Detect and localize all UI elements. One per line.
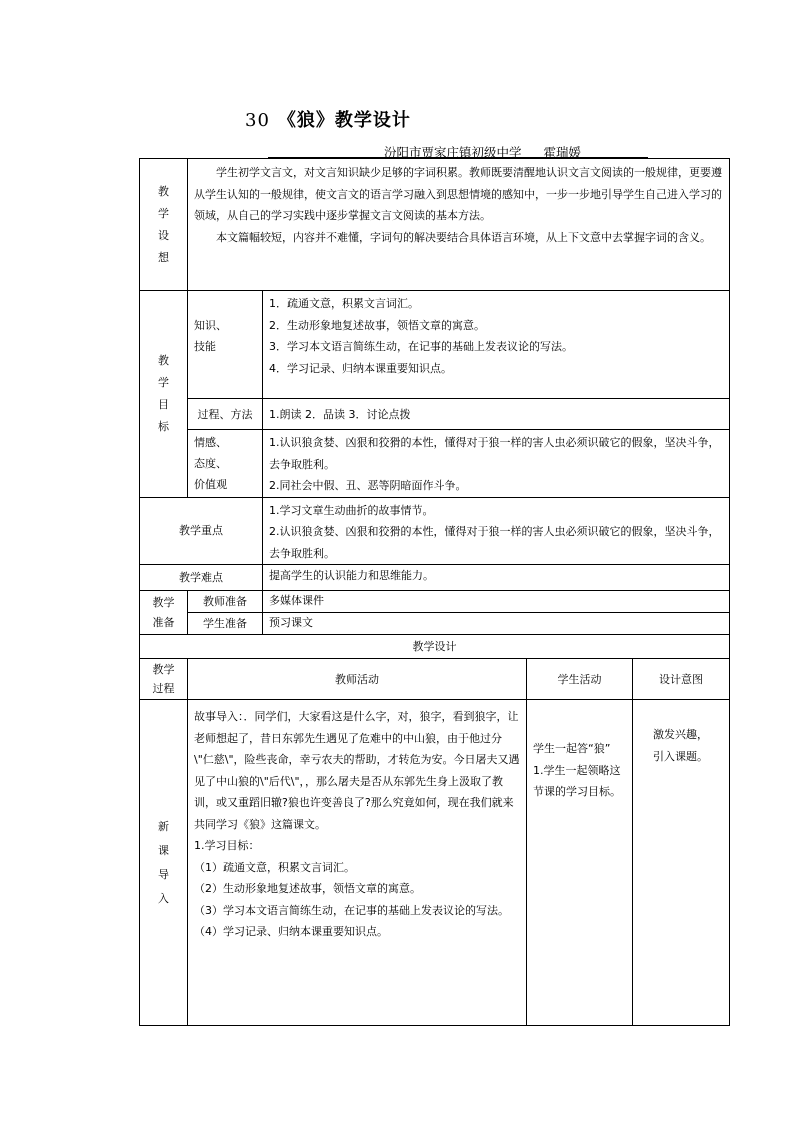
- objectives-label: 教 学 目 标: [140, 291, 188, 498]
- knowledge-skills-label: 知识、 技能: [188, 291, 263, 399]
- preparation-label: 教学 准备: [140, 591, 188, 635]
- student-prep-label: 学生准备: [188, 613, 263, 635]
- design-intent-header: 设计意图: [633, 659, 730, 700]
- difficulty-label: 教学难点: [140, 565, 263, 591]
- intro-student-activity: 学生一起答“狼” 1.学生一起领略这节课的学习目标。: [527, 700, 633, 1026]
- knowledge-skills-items: 1．疏通文意，积累文言词汇。 2．生动形象地复述故事，领悟文章的寓意。 3．学习本文语言简练生动，在记事的基础上发表议论的写法。 4．学习记录、归纳本课重要知识点。: [263, 291, 730, 399]
- key-points-items: 1.学习文章生动曲折的故事情节。 2.认识狼贪婪、凶狠和狡猾的本性，懂得对于狼一样的害人虫必须识破它的假象，坚决斗争，去争取胜利。: [263, 497, 730, 565]
- lesson-plan-table: [139, 158, 730, 1026]
- lesson-number: 30: [245, 110, 270, 131]
- process-method-text: 1.朗读 2．品读 3．讨论点拨: [263, 399, 730, 430]
- lesson-title: 《狼》教学设计: [277, 110, 411, 131]
- process-method-label: 过程、方法: [188, 399, 263, 430]
- key-points-label: 教学重点: [140, 497, 263, 565]
- design-section-header: 教学设计: [140, 635, 730, 659]
- intro-teacher-activity: 故事导入：．同学们，大家看这是什么字，对，狼字，看到狼字，让老师想起了，昔日东郭先生遇见了危难中的中山狼，由于他过分\"仁慈\"，险些丧命，幸亏农夫的帮助，才转危为安。今日屠夫又遇见了中山狼的\"后代\"，，那么屠夫是否从东郭先生身上汲取了教训，或又重蹈旧辙?狼也许变善良了?那么究竟如何，现在我们就来共同学习《狼》这篇课文。 1.学习目标： （1）疏通文意，积累文言词汇。 （2）生动形象地复述故事，领悟文章的寓意。 （3）学习本文语言简练生动，在记事的基础上发表议论的写法。 （4）学习记录、归纳本课重要知识点。: [188, 700, 527, 1026]
- page-title: [245, 106, 411, 132]
- teacher-name: 霍瑞媛: [543, 145, 582, 160]
- emotion-items: 1.认识狼贪婪、凶狠和狡猾的本性，懂得对于狼一样的害人虫必须识破它的假象，坚决斗争，去争取胜利。 2.同社会中假、丑、恶等阴暗面作斗争。: [263, 430, 730, 498]
- design-idea-text: 学生初学文言文，对文言知识缺少足够的字词积累。教师既要清醒地认识文言文阅读的一般规律，更要遵从学生认知的一般规律，使文言文的语言学习融入到思想情境的感知中，一步一步地引导学生自己进入学习的领域，从自己的学习实践中逐步掌握文言文阅读的基本方法。 本文篇幅较短，内容并不难懂，字词句的解决要结合具体语言环境，从上下文意中去掌握字词的含义。: [188, 159, 730, 291]
- student-activity-header: 学生活动: [527, 659, 633, 700]
- intro-design-intent: 激发兴趣， 引入课题。: [633, 700, 730, 1026]
- teacher-prep-label: 教师准备: [188, 591, 263, 613]
- intro-label: 新 课 导 入: [140, 700, 188, 1026]
- student-prep-value: 预习课文: [263, 613, 730, 635]
- difficulty-text: 提高学生的认识能力和思维能力。: [263, 565, 730, 591]
- teacher-activity-header: 教师活动: [188, 659, 527, 700]
- teacher-prep-value: 多媒体课件: [263, 591, 730, 613]
- design-idea-label: 教 学 设 想: [140, 159, 188, 291]
- emotion-label: 情感、 态度、 价值观: [188, 430, 263, 498]
- school-name: 汾阳市贾家庄镇初级中学: [384, 145, 522, 160]
- process-header-label: 教学 过程: [140, 659, 188, 700]
